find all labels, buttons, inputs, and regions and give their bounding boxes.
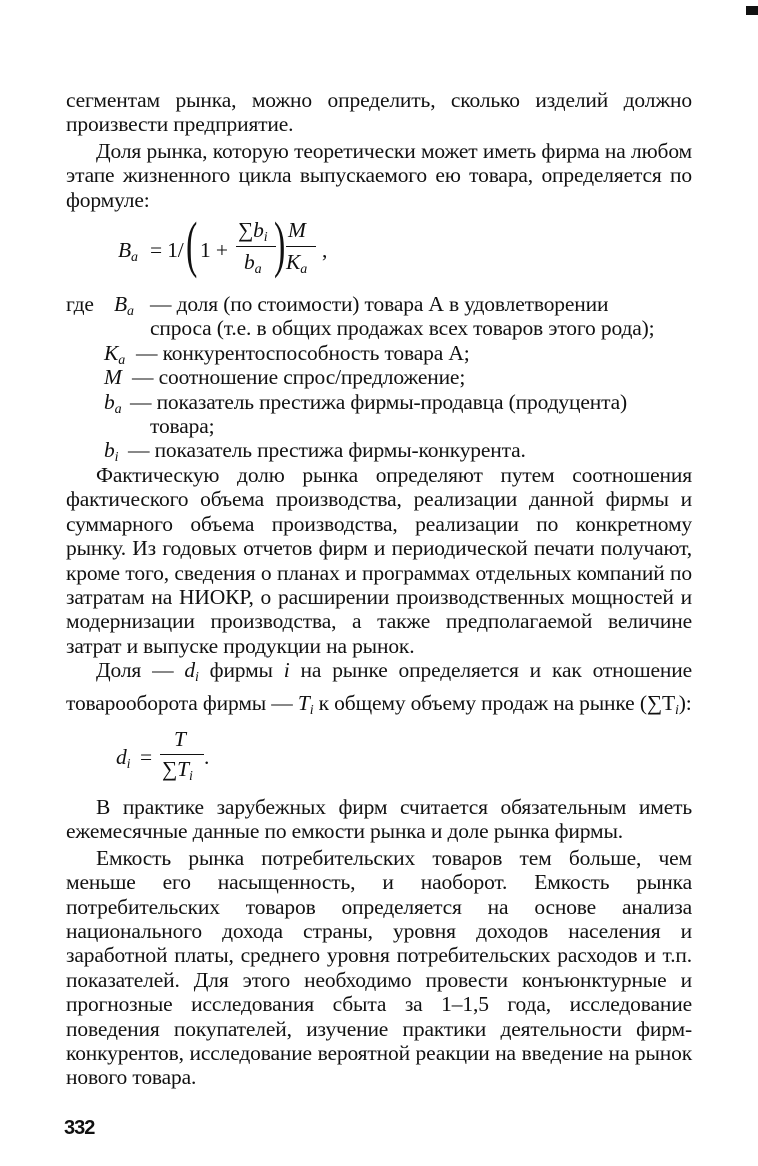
symbol-Ba: $B_a$ [114, 292, 134, 320]
formula2-denominator: $\sum T_i$ [162, 756, 193, 784]
symbol-Ka: $K_a$ [104, 340, 126, 368]
paragraph-1: сегментам рынка, можно определить, сколько изделий должно произвести предприятие. [66, 88, 692, 137]
formula-fraction-bar-1 [236, 246, 276, 247]
definition-M: M — соотношение спрос/предложение; [104, 365, 466, 390]
paragraph-3: Фактическую долю рынка определяют путем соотношения фактического объема производства, реализации данной фирмы и суммарного объема производства, реализации по конкретному рынку. Из годовых отчетов фирм и периодической печати получают, кроме того, сведения о планах и программах отдельных компаний по затратам на НИОКР, о расширении производственных мощностей и модернизации производства, а также предполагаемой величине затрат и выпуске продукции на рынок. [66, 462, 692, 658]
formula-share-di [66, 727, 692, 793]
corner-mark [746, 6, 758, 15]
paragraph-4: Доля — $d_i$ фирмы i на рынке определяется и как отношение товарооборота фирмы — $T_i$ к общему объему продаж на рынке $(\sum T_i)$: [66, 658, 692, 718]
formula-comma: , [322, 238, 328, 263]
symbol-ba: $b_a$ [104, 389, 122, 417]
definition-Ba: где $B_a$ — доля (по стоимости) товара А в удовлетворении [66, 292, 692, 316]
formula-sum-b: $\sum b_i$ [238, 218, 268, 246]
formula2-d: $d_i$ [116, 744, 131, 772]
formula2-fraction-bar [160, 754, 204, 755]
definitions-list [66, 292, 692, 466]
paragraph-5: В практике зарубежных фирм считается обязательным иметь ежемесячные данные по емкости рынка и доле рынка фирмы. [66, 794, 692, 844]
definition-where: где [66, 292, 94, 317]
symbol-bi: $b_i$ [104, 438, 119, 466]
formula2-numerator: T [174, 726, 186, 751]
paragraph-2: Доля рынка, которую теоретически может иметь фирма на любом этапе жизненного цикла выпускаемого ею товара, определяется по формуле: [66, 138, 692, 212]
definition-Ka: $K_a$ — конкурентоспособность товара А; [66, 341, 692, 365]
formula2-eq: = [140, 744, 152, 769]
formula-one-plus: 1 + [200, 238, 228, 263]
definition-ba-continued: товара; [150, 414, 215, 439]
paragraph-6: Емкость рынка потребительских товаров тем больше, чем меньше его насыщенность, и наоборот. Емкость рынка потребительских товаров определяется на основе анализа национального дохода страны, уровня доходов населения и заработной платы, среднего уровня потребительских расходов и т.п. показателей. Для этого необходимо провести конъюнктурные и прогнозные исследования сбыта за 1–1,5 года, исследование поведения покупателей, изучение практики деятельности фирм-конкурентов, исследование вероятной реакции на введение на рынок нового товара. [66, 845, 692, 1090]
formula-B: $B_a$ [118, 238, 138, 266]
page-text [66, 88, 692, 1090]
formula-K-a: $K_a$ [286, 250, 308, 278]
formula-b-a: $b_a$ [244, 250, 262, 278]
definition-bi: $b_i$ — показатель престижа фирмы-конкурента. [66, 438, 692, 462]
formula-market-share [66, 211, 692, 290]
formula-paren-close: ) [274, 211, 286, 280]
formula-fraction-bar-2 [286, 246, 316, 247]
page-number: 332 [64, 1117, 95, 1139]
definition-ba: $b_a$ — показатель престижа фирмы-продавца (продуцента) [66, 390, 692, 414]
formula-M: M [288, 218, 306, 243]
symbol-M: M [104, 365, 122, 390]
formula2-dot: . [204, 744, 210, 769]
formula-paren-open: ( [186, 211, 198, 280]
definition-Ba-continued: спроса (т.е. в общих продажах всех товаров этого рода); [150, 316, 655, 341]
formula-eq: = 1/ [150, 238, 184, 263]
